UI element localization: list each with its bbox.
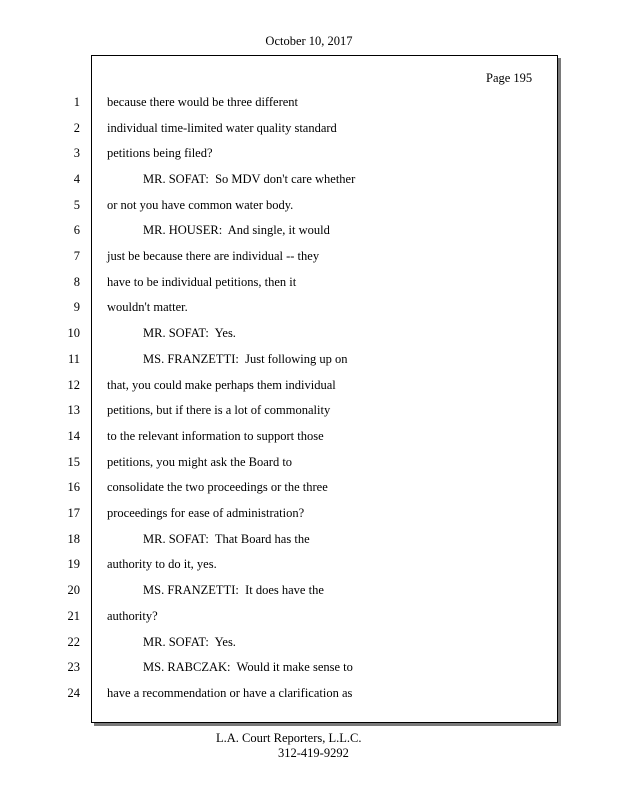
transcript-line xyxy=(0,118,618,138)
line-text: have a recommendation or have a clarification as xyxy=(107,686,353,700)
line-number: 16 xyxy=(67,480,80,494)
line-number: 3 xyxy=(73,146,80,160)
line-text: authority? xyxy=(107,609,158,623)
line-number: 10 xyxy=(67,326,80,340)
transcript-line xyxy=(0,375,618,395)
line-text: MR. SOFAT: Yes. xyxy=(143,635,236,649)
line-number: 2 xyxy=(73,121,80,135)
line-text: MS. FRANZETTI: Just following up on xyxy=(143,352,348,366)
transcript-line xyxy=(0,272,618,292)
page-number: Page 195 xyxy=(486,71,533,85)
line-text: or not you have common water body. xyxy=(107,198,294,212)
line-text: MS. RABCZAK: Would it make sense to xyxy=(143,660,353,674)
line-number: 9 xyxy=(73,300,80,314)
transcript-line xyxy=(0,580,618,600)
transcript-line xyxy=(0,169,618,189)
line-text: have to be individual petitions, then it xyxy=(107,275,297,289)
transcript-line xyxy=(0,657,618,677)
line-number: 7 xyxy=(73,249,80,263)
header-date: October 10, 2017 xyxy=(265,34,353,48)
line-text: just be because there are individual -- they xyxy=(107,249,320,263)
line-text: consolidate the two proceedings or the three xyxy=(107,480,328,494)
line-number: 4 xyxy=(73,172,80,186)
line-number: 21 xyxy=(67,609,80,623)
line-text: individual time-limited water quality standard xyxy=(107,121,337,135)
line-number: 24 xyxy=(67,686,80,700)
transcript-line xyxy=(0,426,618,446)
transcript-line xyxy=(0,632,618,652)
line-text: MS. FRANZETTI: It does have the xyxy=(143,583,324,597)
line-text: wouldn't matter. xyxy=(107,300,188,314)
line-number: 11 xyxy=(67,352,80,366)
line-number: 23 xyxy=(67,660,80,674)
transcript-line xyxy=(0,529,618,549)
line-number: 12 xyxy=(67,378,80,392)
transcript-line xyxy=(0,220,618,240)
line-number: 20 xyxy=(67,583,80,597)
line-text: because there would be three different xyxy=(107,95,298,109)
line-text: that, you could make perhaps them individual xyxy=(107,378,336,392)
line-text: MR. HOUSER: And single, it would xyxy=(143,223,330,237)
line-text: MR. SOFAT: That Board has the xyxy=(143,532,310,546)
line-number: 17 xyxy=(67,506,80,520)
line-number: 13 xyxy=(67,403,80,417)
transcript-line xyxy=(0,606,618,626)
footer-phone: 312-419-9292 xyxy=(278,746,349,760)
line-text: authority to do it, yes. xyxy=(107,557,217,571)
transcript-line xyxy=(0,503,618,523)
line-number: 6 xyxy=(73,223,80,237)
line-text: petitions, but if there is a lot of commonality xyxy=(107,403,331,417)
line-text: proceedings for ease of administration? xyxy=(107,506,305,520)
transcript-line xyxy=(0,323,618,343)
line-text: petitions being filed? xyxy=(107,146,213,160)
transcript-line xyxy=(0,195,618,215)
line-number: 1 xyxy=(73,95,80,109)
transcript-line xyxy=(0,452,618,472)
line-number: 8 xyxy=(73,275,80,289)
line-number: 19 xyxy=(67,557,80,571)
transcript-line xyxy=(0,143,618,163)
transcript-line xyxy=(0,554,618,574)
transcript-line xyxy=(0,683,618,703)
transcript-line xyxy=(0,400,618,420)
line-text: to the relevant information to support those xyxy=(107,429,324,443)
line-number: 14 xyxy=(67,429,80,443)
line-number: 22 xyxy=(67,635,80,649)
transcript-line xyxy=(0,246,618,266)
line-number: 15 xyxy=(67,455,80,469)
footer-company: L.A. Court Reporters, L.L.C. xyxy=(216,731,362,745)
line-number: 5 xyxy=(73,198,80,212)
transcript-line xyxy=(0,349,618,369)
line-text: petitions, you might ask the Board to xyxy=(107,455,293,469)
transcript-line xyxy=(0,477,618,497)
line-number: 18 xyxy=(67,532,80,546)
line-text: MR. SOFAT: Yes. xyxy=(143,326,236,340)
line-text: MR. SOFAT: So MDV don't care whether xyxy=(143,172,356,186)
transcript-line xyxy=(0,92,618,112)
transcript-line xyxy=(0,297,618,317)
